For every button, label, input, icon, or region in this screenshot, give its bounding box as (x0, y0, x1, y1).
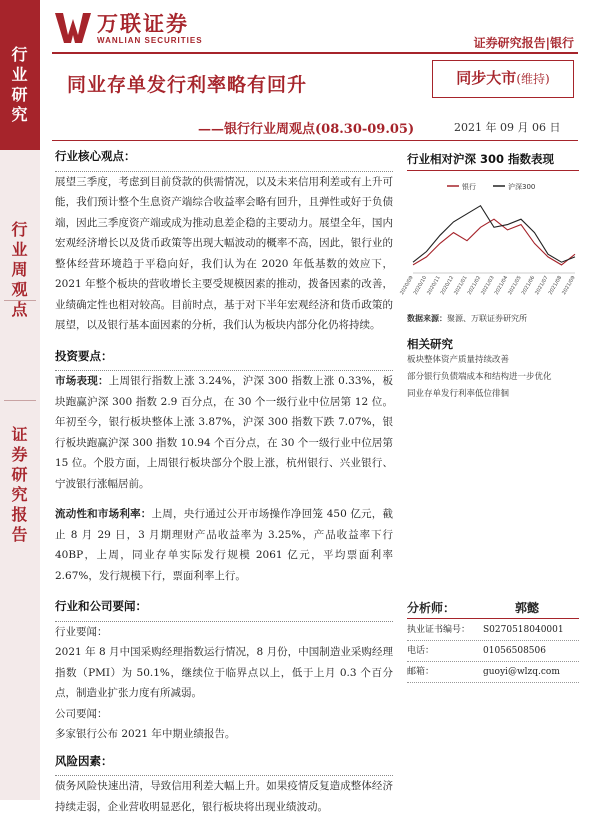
related-research-item[interactable]: 部分银行负债端成本和结构进一步优化 (407, 372, 552, 382)
series-line-bank (413, 219, 575, 265)
sidebar-label-weekly-view: 行 业 周 观 点 (11, 220, 29, 319)
analyst-info (407, 598, 579, 685)
rating-note: (维持) (516, 72, 550, 86)
left-sidebar (0, 0, 40, 800)
relative-performance-chart (399, 177, 579, 307)
market-performance-text: 上周银行指数上涨 3.24%，沪深 300 指数上涨 0.33%，板块跑赢沪深 300 指数 2.9 百分点，在 30 个一级行业中位居第 12 位。年初至今，银行板块整体上涨 3.87%，沪深 300 指数下跌 7.07%，银行板块跑赢沪深 300 指数 10.94 个百分点，在 30 个一级行业中位居第 15 位。个股方面，上周银行板块部分个股上涨，杭州银行、兴业银行、宁波银行涨幅居前。 (55, 375, 393, 490)
series-line-csi300 (413, 206, 575, 263)
chart-heading-divider (407, 170, 579, 171)
x-tick-label: 2020/12 (439, 275, 456, 296)
email-value[interactable]: guoyi@wlzq.com (483, 667, 560, 677)
cert-value: S0270518040001 (483, 625, 564, 635)
analyst-label: 分析师： (407, 601, 456, 615)
rating-value: 同步大市 (456, 69, 517, 87)
chart-source (407, 313, 579, 324)
report-title: 同业存单发行利率略有回升 (67, 74, 308, 96)
liquidity-paragraph (55, 504, 393, 586)
wanlian-logo-icon (55, 11, 91, 45)
x-tick-label: 2021/03 (480, 275, 496, 296)
x-tick-label: 2020/11 (426, 275, 442, 296)
x-tick-label: 2021/01 (453, 275, 469, 296)
related-research-item[interactable]: 同业存单发行利率低位徘徊 (407, 389, 510, 399)
x-tick-label: 2021/04 (493, 275, 510, 296)
analyst-name: 郭懿 (514, 601, 539, 615)
risk-text: 债务风险快速出清，导致信用利差大幅上升。如果疫情反复造成整体经济持续走弱，企业营收明显恶化，银行板块将出现业绩波动。 (55, 780, 393, 813)
source-text: 聚源、万联证券研究所 (447, 314, 527, 323)
core-view-text: 展望三季度，考虑到目前贷款的供需情况，以及未来信用利差或有上升可能，我们预计整个生息资产端综合收益率会略有回升，且弹性或好于负债端，因此三季度资产端或成为推动息差企稳的主要动力。展望全年，国内宏观经济增长以及货币政策等出现大幅波动的概率不高，因此，银行业的整体经营环境趋于平稳向好，我们认为在 2020 年低基数的效应下，2021 年整个板块的营收增长主要受规模因素的推动，拨备因素的改善，业绩确定性也相对较高。目前时点，基于对下半年宏观经济和货币政策的展望，以及银行基本面因素的分析，我们认为板块内部分化仍将持续。 (55, 175, 393, 331)
liquidity-label: 流动性和市场利率： (55, 508, 152, 520)
phone-label: 电话： (407, 646, 435, 656)
phone-value: 01056508506 (483, 646, 546, 656)
investment-points-heading: 投资要点： (55, 348, 113, 363)
report-subtitle: ——银行行业周观点(08.30-09.05) (198, 122, 415, 137)
cert-row (407, 622, 579, 638)
email-label: 邮箱： (407, 667, 435, 677)
company-news-label: 公司要闻： (55, 707, 108, 720)
industry-news-label: 行业要闻： (55, 625, 108, 638)
sidebar-label-securities-report: 证 券 研 究 报 告 (11, 425, 29, 544)
header-divider (52, 52, 578, 54)
related-research-heading: 相关研究 (407, 337, 453, 351)
cert-label: 执业证书编号： (407, 625, 471, 635)
chart-heading: 行业相对沪深 300 指数表现 (407, 152, 555, 166)
related-research-item[interactable]: 板块整体资产质量持续改善 (407, 355, 510, 365)
company-news-text: 多家银行公布 2021 年中期业绩报告。 (55, 728, 236, 740)
company-logo (55, 8, 203, 48)
x-tick-label: 2020/10 (412, 275, 429, 296)
sidebar-divider (4, 400, 36, 401)
legend-label-0: 银行 (462, 183, 476, 191)
legend-label-1: 沪深300 (508, 183, 536, 191)
report-type-label: 证券研究报告|银行 (473, 36, 574, 50)
x-tick-label: 2020/09 (399, 275, 415, 296)
right-column (399, 150, 579, 403)
report-date: 2021 年 09 月 06 日 (454, 121, 561, 134)
rating-box (432, 60, 574, 98)
core-view-heading: 行业核心观点： (55, 149, 136, 163)
x-tick-label: 2021/07 (534, 275, 550, 296)
logo-english-name: WANLIAN SECURITIES (97, 35, 203, 45)
main-column (55, 146, 393, 817)
email-row (407, 664, 579, 680)
analyst-name-row (407, 598, 579, 618)
industry-news-text: 2021 年 8 月中国采购经理指数运行情况，8 月份，中国制造业采购经理指数（PMI）为 50.1%，继续位于临界点以上，低于上月 0.3 个百分点，制造业扩张力度有所减弱。 (55, 646, 393, 699)
risk-heading: 风险因素： (55, 753, 113, 768)
liquidity-text: 上周，央行通过公开市场操作净回笼 450 亿元，截止 8 月 29 日，3 月期理财产品收益率为 3.25%，产品收益率下行 40BP，上周，同业存单实际发行规模 2061 亿元，平均票面利率 2.67%，发行规模下行，票面利率上行。 (55, 508, 394, 582)
sidebar-label-industry-research: 行 业 研 究 (11, 45, 29, 124)
x-tick-label: 2021/05 (507, 275, 523, 296)
source-label: 数据来源： (407, 314, 447, 323)
x-tick-label: 2021/02 (466, 275, 483, 296)
x-tick-label: 2021/09 (561, 275, 577, 296)
x-tick-label: 2021/08 (547, 275, 564, 296)
logo-chinese-name: 万联证券 (97, 11, 189, 36)
title-divider (52, 140, 578, 141)
x-tick-label: 2021/06 (520, 275, 537, 296)
analyst-divider (407, 618, 579, 619)
news-heading: 行业和公司要闻： (55, 599, 147, 613)
market-performance-paragraph (55, 371, 393, 494)
phone-row (407, 643, 579, 659)
market-performance-label: 市场表现： (55, 375, 109, 387)
